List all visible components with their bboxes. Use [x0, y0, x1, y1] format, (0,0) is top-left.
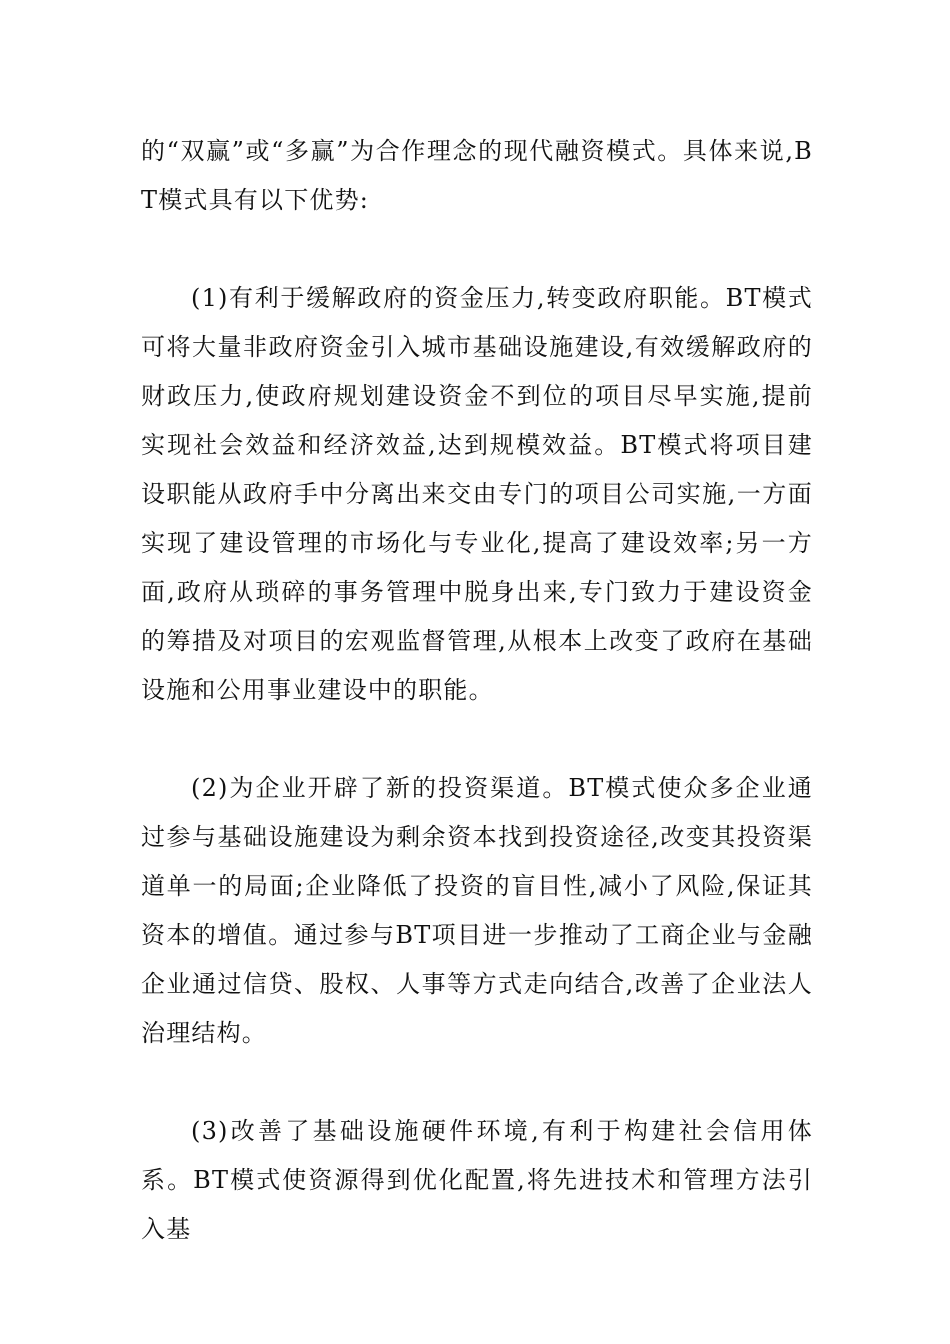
paragraph-advantage-2: (2)为企业开辟了新的投资渠道。BT模式使众多企业通过参与基础设施建设为剩余资本找到投资途径,改变其投资渠道单一的局面;企业降低了投资的盲目性,减小了风险,保证其资本的增值。通过参与BT项目进一步推动了工商企业与金融企业通过信贷、股权、人事等方式走向结合,改善了企业法人治理结构。	[141, 774, 813, 1047]
paragraph-advantage-3: (3)改善了基础设施硬件环境,有利于构建社会信用体系。BT模式使资源得到优化配置,将先进技术和管理方法引入基	[141, 1117, 813, 1243]
paragraph-continuation: 的“双赢”或“多赢”为合作理念的现代融资模式。具体来说,BT模式具有以下优势:	[141, 137, 813, 214]
paragraph-advantage-1: (1)有利于缓解政府的资金压力,转变政府职能。BT模式可将大量非政府资金引入城市基础设施建设,有效缓解政府的财政压力,使政府规划建设资金不到位的项目尽早实施,提前实现社会效益和经济效益,达到规模效益。BT模式将项目建设职能从政府手中分离出来交由专门的项目公司实施,一方面实现了建设管理的市场化与专业化,提高了建设效率;另一方面,政府从琐碎的事务管理中脱身出来,专门致力于建设资金的筹措及对项目的宏观监督管理,从根本上改变了政府在基础设施和公用事业建设中的职能。	[141, 284, 813, 704]
document-body	[141, 127, 813, 1254]
